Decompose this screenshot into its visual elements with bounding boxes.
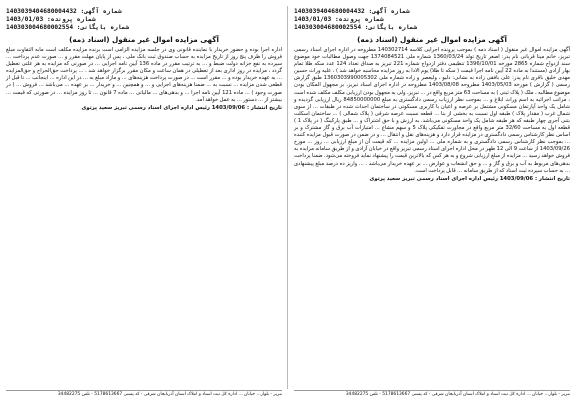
archive-number: شماره بایگانی: 140303004680002554	[6, 24, 129, 31]
notice-number: شماره آگهی: 1403039404680004432	[294, 8, 410, 15]
file-number: شماره پرونده: 1403/01/03	[294, 16, 384, 23]
notice-number: شماره آگهی: 1403039404680004432	[6, 8, 122, 15]
archive-number: شماره بایگانی: 140303004680002554	[294, 24, 417, 31]
column-divider	[287, 6, 288, 389]
notice-body: اداره اجرا بوده و حضور خریدار با نماینده قانونی وی در جلسه مزایده الزامی است برنده مزایده مکلف است مابه التفاوت مبلغ فروش را ظرف پنج روز از تاریخ مزایده به حساب صندوق ثبت بانک ملی ، پس از پایان مهلت مقرر و ... صورت عدم پرداخت ... سپرده به نفع خزانه دولت ضبط و ... به ترتیب مقرر در ماده 136 آیین نامه اجرایی ... در صورتی که مزایده به هر علتی تعطیل گردد ، مزایده در روز اداری بعد از تعطیلی در همان ساعت و مکان مقرر برگزار خواهد شد . ... پرداخت حق‌الحراج و حق‌المزایده ... به عهده خریدار بوده و ... مقرر است ... در صورت پرداخت هزینه‌های ... و مازاد مبلغ به ... در این اداره ... اینجانب ... تا قبل از قطعی شدن مزایده ... نسبت به ... ضمنا هزینه‌های اجرایی و ... و همچنین ... و خریدار ... بر عهده ... می‌باشد ... فروش ... ( در صورت وجود ) ... ماده 121 آیین نامه اجرا ... و بدهی‌های ... مالیاتی ... ماده 7 قانون ... تا روز مزایده ... در صورتی که قیمت ... بیشتر از ... دستور ... به عمل خواهد آمد.	[6, 47, 283, 103]
footer-address-left: تبریز - بلوار... خیابان ... اداره کل ثبت اسناد و املاک استان آذربایجان شرقی - کد پستی 5178613667 - تلفن 34482275	[6, 390, 282, 398]
footer-address-right: تبریز - بلوار... خیابان ... اداره کل ثبت اسناد و املاک استان آذربایجان شرقی - کد پستی 5178613667 - تلفن 34482275	[294, 390, 570, 398]
notice-title: آگهی مزایده اموال غیر منقول (اسناد ذمه)	[357, 35, 507, 44]
notice-meta	[6, 8, 282, 32]
notice-meta	[294, 8, 570, 32]
notice-column-left	[6, 8, 282, 112]
notice-signature: تاریخ انتشار : 1403/09/06 رئیس اداره اجرای اسناد رسمی تبریز سعید پرتوی	[81, 104, 282, 111]
notice-body: آگهی مزایده اموال غیر منقول ( اسناد ذمه ) بموجب پرونده اجرایی کلاسه 140302714 مطروحه در اداره اجرای اسناد رسمی تبریز، خانم مینا قربانی نام پدر: اصغر تاریخ تولد 1360/03/24 شماره ملی 1374084521 جهت وصول مطالبات خود موضوع سند ازدواج شماره 2865 مورخه 1396/10/01 تنظیمی دفتر ازدواج شماره 221 تبریز به صداق تعداد 124 عدد سکه طلا تمام بهار آزادی (مستندا به ماده 22 آیین نامه اجرا قیمت ( سکه تا طلا) یوم الادا به روز مزایده محاسبه خواهد شد ) ، علیه وراث حسین مهدی خلیق باقری نام پدر: علی بافقی زاده به نشانی: دلیو ، ولیعصر و زاده شماره ملی 1360303990005302 طبق گزارش رسمی ( گزارش ) مورخه 1403/05/03 مطروحه 1403/08/08 مطروحه در اداره اجرای اسناد تبریز، بر مجهول المکان بودن موضوع مطالبه ، ملک ( پلاک ثبتی ) به مساحت 63 متر مربع واقع در ... تبریز، ولی به مجهول بودن ارزیابی مکلف مکلف شده است ، مراتب اجرائیه به اسم وراث ابلاغ و ... بموجب نظر ارزیاب رسمی دادگستری به مبلغ 84850000000 ریال ارزیابی گردیده و شامل یک واحد آپارتمان مسکونی مشتمل بر عرصه و اعیان با کاربری مسکونی در ساختمان احداث شده در طبقات ... از سوی شمال غرب ( مقدار پلاک ) طبقه اول نسبت به بخشی از بنا ... قطعه نسبت عرصه شرقی ( پلاک شمالی ) ... ساختمان اسکلت بتنی آجری چهار طبقه که هر طبقه شامل یک واحد مسکونی می‌باشد. به ارزش و با حق اشتراک و ... طبق پارکینگ ( در پلاک 1 ) قطعه اول به مساحت 32/60 متر مربع واقع در مجاورت تفکیکی پلاک 5 و سهم مشاع ... امتیازات آب برق و گاز مشترک و بر اساس نظر کارشناس رسمی دادگستری در مزایده قرار دارد و هزینه‌های نقل و انتقال ... و در ضمن در صورت قبول مزایده کننده ... بموجب نظر کارشناس رسمی دادگستری و به شماره ملی ... اولین مزایده ... که قیمت آن از مبلغ ارزیابی ... روز ... مورخ 1403/09/26 از ساعت 9 الی 12 ظهر در محل اداره اجرای اسناد رسمی تبریز واقع در خیابان آزادی و از طریق سامانه مزایده به فروش خواهد رسید ... مزایده از مبلغ ارزیابی شروع و به هر کس که بالاترین قیمت را پیشنهاد نماید فروخته می‌شود. ضمنا پرداخت بدهی‌های مربوط به آب و برق و گاز و ... و حق انشعاب و عوارض ... بر عهده خریدار می‌باشد . ... واریز ده درصد مبلغ پیشنهادی ... به حساب سپرده ثبت اسناد که از طریق سامانه ... قابل پرداخت است.	[294, 47, 571, 174]
notice-title: آگهی مزایده اموال غیر منقول (اسناد ذمه)	[69, 35, 219, 44]
notice-signature: تاریخ انتشار : 1403/09/06 رئیس اداره اجرای اسناد رسمی تبریز سعید پرتوی	[369, 175, 570, 182]
notice-column-right	[294, 8, 570, 183]
file-number: شماره پرونده: 1403/01/03	[6, 16, 96, 23]
